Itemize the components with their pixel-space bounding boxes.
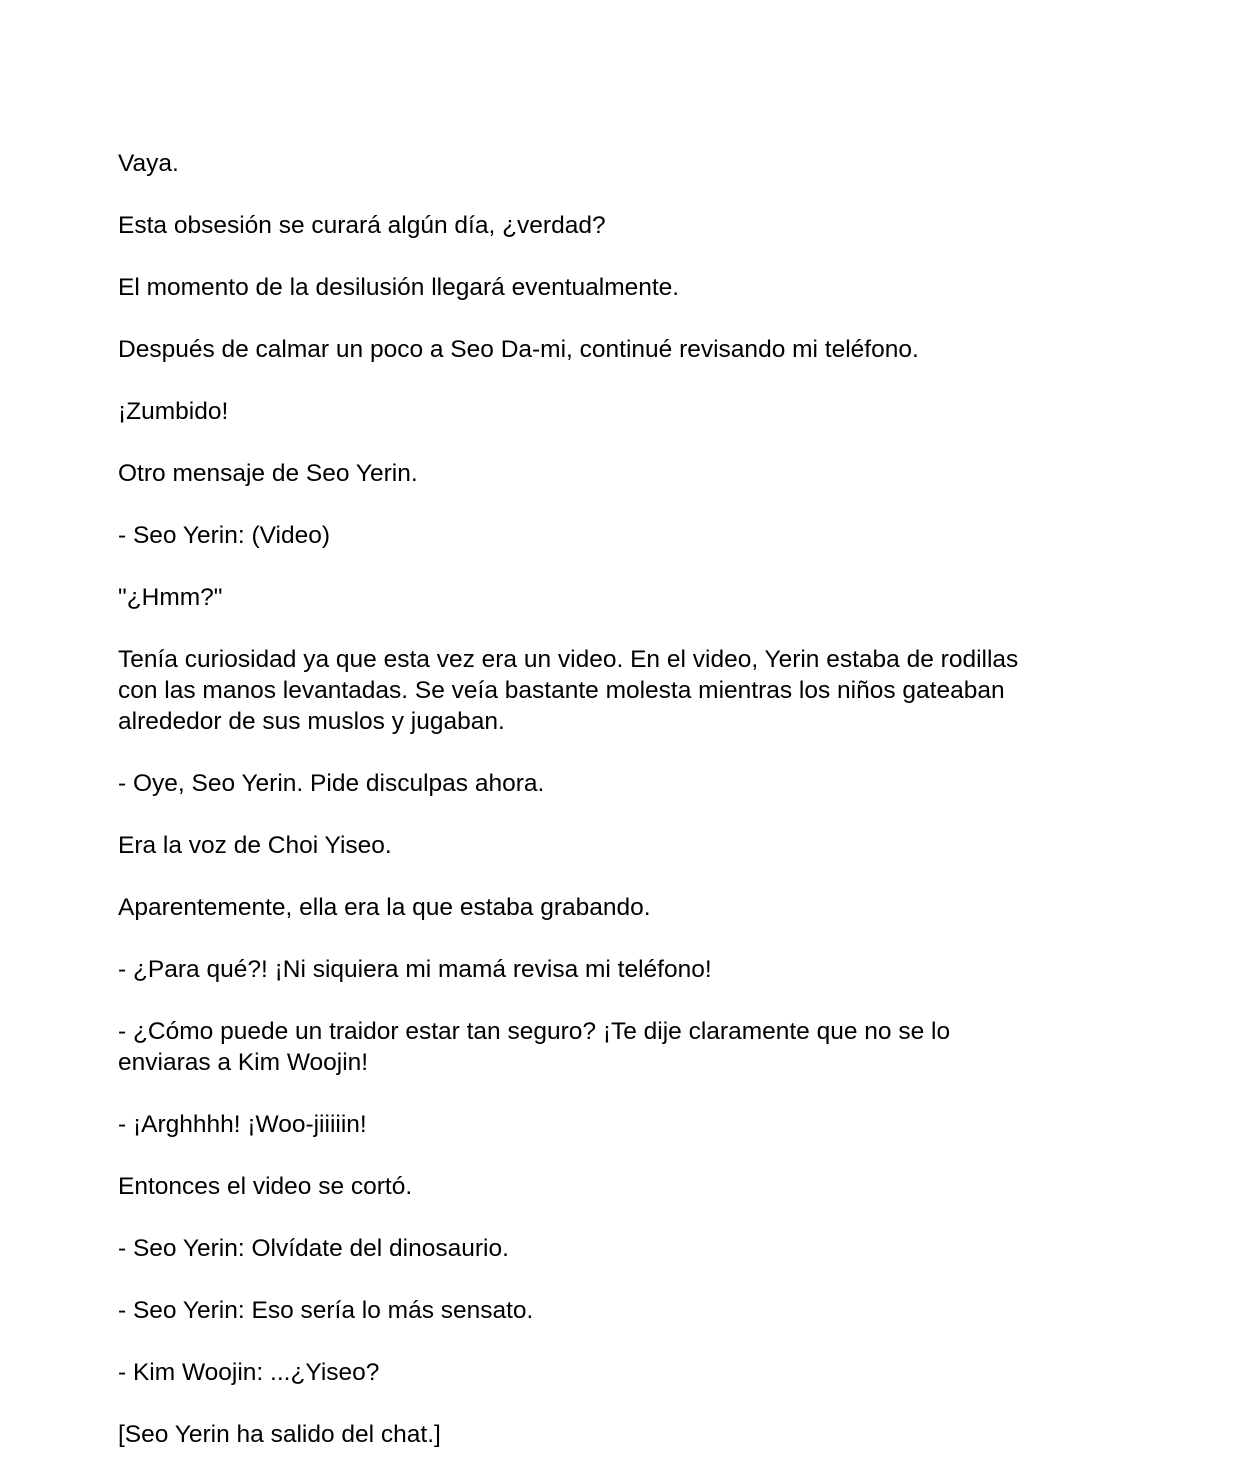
paragraph: ¡Zumbido! xyxy=(118,398,229,425)
chat-line: - Seo Yerin: Olvídate del dinosaurio. xyxy=(118,1235,509,1262)
chat-line: - Kim Woojin: ...¿Yiseo? xyxy=(118,1359,380,1386)
dialogue-line: - ¿Cómo puede un traidor estar tan seguro? ¡Te dije claramente que no se lo enviaras a Kim Woojin! xyxy=(118,1018,951,1076)
paragraph: Después de calmar un poco a Seo Da-mi, continué revisando mi teléfono. xyxy=(118,336,919,363)
paragraph: Tenía curiosidad ya que esta vez era un video. En el video, Yerin estaba de rodillas con las manos levantadas. Se veía bastante molesta mientras los niños gateaban alrededor de sus muslos y jugaban. xyxy=(118,646,1019,735)
dialogue-line: - ¡Arghhhh! ¡Woo-jiiiiin! xyxy=(118,1111,367,1138)
dialogue-line: - Oye, Seo Yerin. Pide disculpas ahora. xyxy=(118,770,545,797)
paragraph: Entonces el video se cortó. xyxy=(118,1173,413,1200)
paragraph: Vaya. xyxy=(118,150,179,177)
paragraph: Era la voz de Choi Yiseo. xyxy=(118,832,392,859)
paragraph: Esta obsesión se curará algún día, ¿verdad? xyxy=(118,212,606,239)
chat-line: - Seo Yerin: Eso sería lo más sensato. xyxy=(118,1297,534,1324)
paragraph: "¿Hmm?" xyxy=(118,584,223,611)
document-page xyxy=(118,148,1128,1481)
dialogue-line: - ¿Para qué?! ¡Ni siquiera mi mamá revisa mi teléfono! xyxy=(118,956,712,983)
paragraph: Otro mensaje de Seo Yerin. xyxy=(118,460,418,487)
paragraph: Aparentemente, ella era la que estaba grabando. xyxy=(118,894,651,921)
system-message: [Seo Yerin ha salido del chat.] xyxy=(118,1421,441,1448)
paragraph: El momento de la desilusión llegará eventualmente. xyxy=(118,274,680,301)
chat-line: - Seo Yerin: (Video) xyxy=(118,522,331,549)
